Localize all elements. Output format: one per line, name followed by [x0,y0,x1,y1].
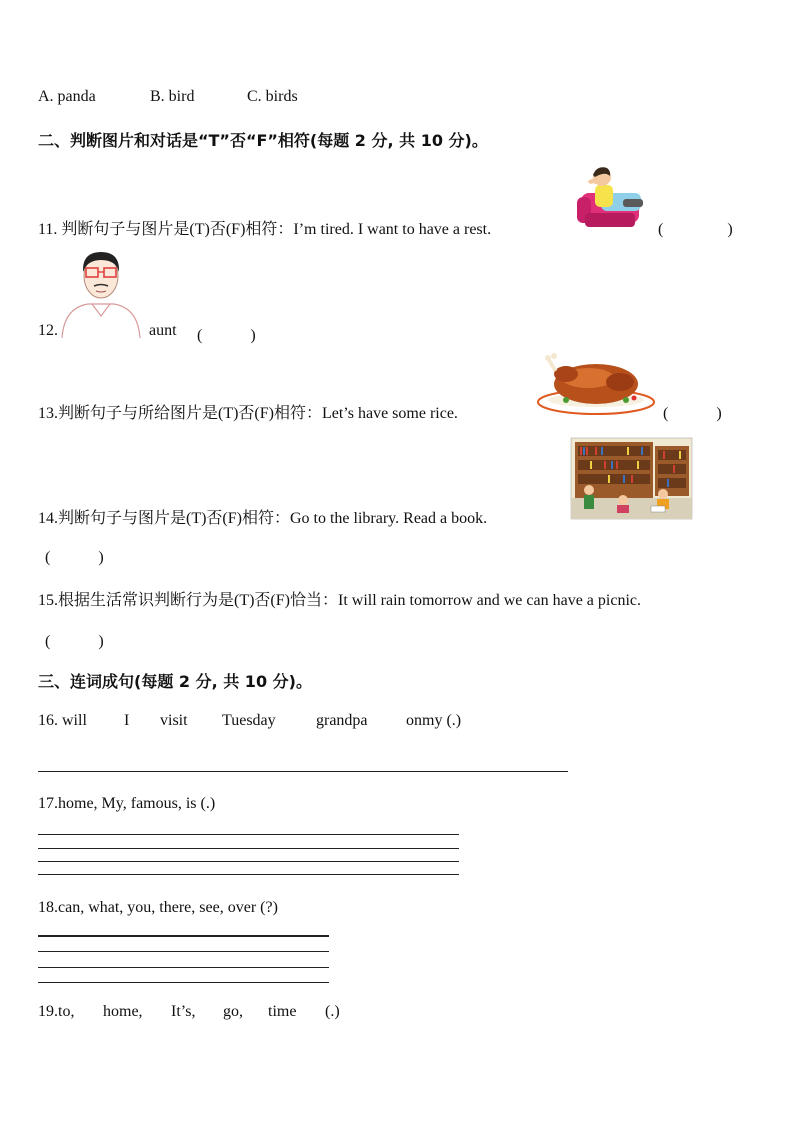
q14-answer-blank[interactable]: ( ) [45,549,104,566]
q11-text: 11. 判断句子与图片是(T)否(F)相符：I’m tired. I want to have a rest. [38,221,492,238]
q19-word: It’s, [171,1003,196,1020]
q18-answer-line[interactable] [38,967,329,968]
q16-word: Tuesday [222,712,276,729]
q18-answer-line[interactable] [38,935,329,937]
q13-text: 13.判断句子与所给图片是(T)否(F)相符：Let’s have some rice. [38,405,458,422]
tired-person-picture [575,163,647,231]
q16-word: I [124,712,130,729]
choice-b: B. bird [150,88,195,105]
q18-prompt: 18.can, what, you, there, see, over (?) [38,899,278,916]
q18-answer-line[interactable] [38,982,329,983]
q16-word: 16. will [38,712,87,729]
q13-answer-blank[interactable]: ( ) [663,405,722,422]
q16-answer-line[interactable] [38,771,568,772]
q12-answer-blank[interactable]: ( ) [197,327,256,344]
man-with-glasses-picture [60,246,142,338]
q17-prompt: 17.home, My, famous, is (.) [38,795,216,812]
q16-word: visit [160,712,188,729]
roast-turkey-picture [536,352,656,418]
q17-answer-line[interactable] [38,874,459,875]
q19-word: home, [103,1003,143,1020]
choice-c: C. birds [247,88,298,105]
section-2-heading: 二、判断图片和对话是“T”否“F”相符(每题 2 分, 共 10 分)。 [38,131,488,150]
q15-answer-blank[interactable]: ( ) [45,633,104,650]
q17-answer-line[interactable] [38,848,459,849]
q18-answer-line[interactable] [38,951,329,952]
section-3-heading: 三、连词成句(每题 2 分, 共 10 分)。 [38,672,312,691]
q16-word: grandpa [316,712,368,729]
q12-word: aunt [149,322,177,339]
q17-answer-line[interactable] [38,834,459,835]
q15-text: 15.根据生活常识判断行为是(T)否(F)恰当：It will rain tomorrow and we can have a picnic. [38,592,641,609]
library-picture [571,438,692,519]
q19-word: time [268,1003,297,1020]
q12-number: 12. [38,322,58,339]
q11-answer-blank[interactable]: ( ) [658,221,733,238]
q19-word: go, [223,1003,243,1020]
q19-word: (.) [325,1003,340,1020]
q17-answer-line[interactable] [38,861,459,862]
q19-word: 19.to, [38,1003,75,1020]
choice-a: A. panda [38,88,96,105]
q14-text: 14.判断句子与图片是(T)否(F)相符：Go to the library. Read a book. [38,510,488,527]
q16-word: onmy (.) [406,712,462,729]
